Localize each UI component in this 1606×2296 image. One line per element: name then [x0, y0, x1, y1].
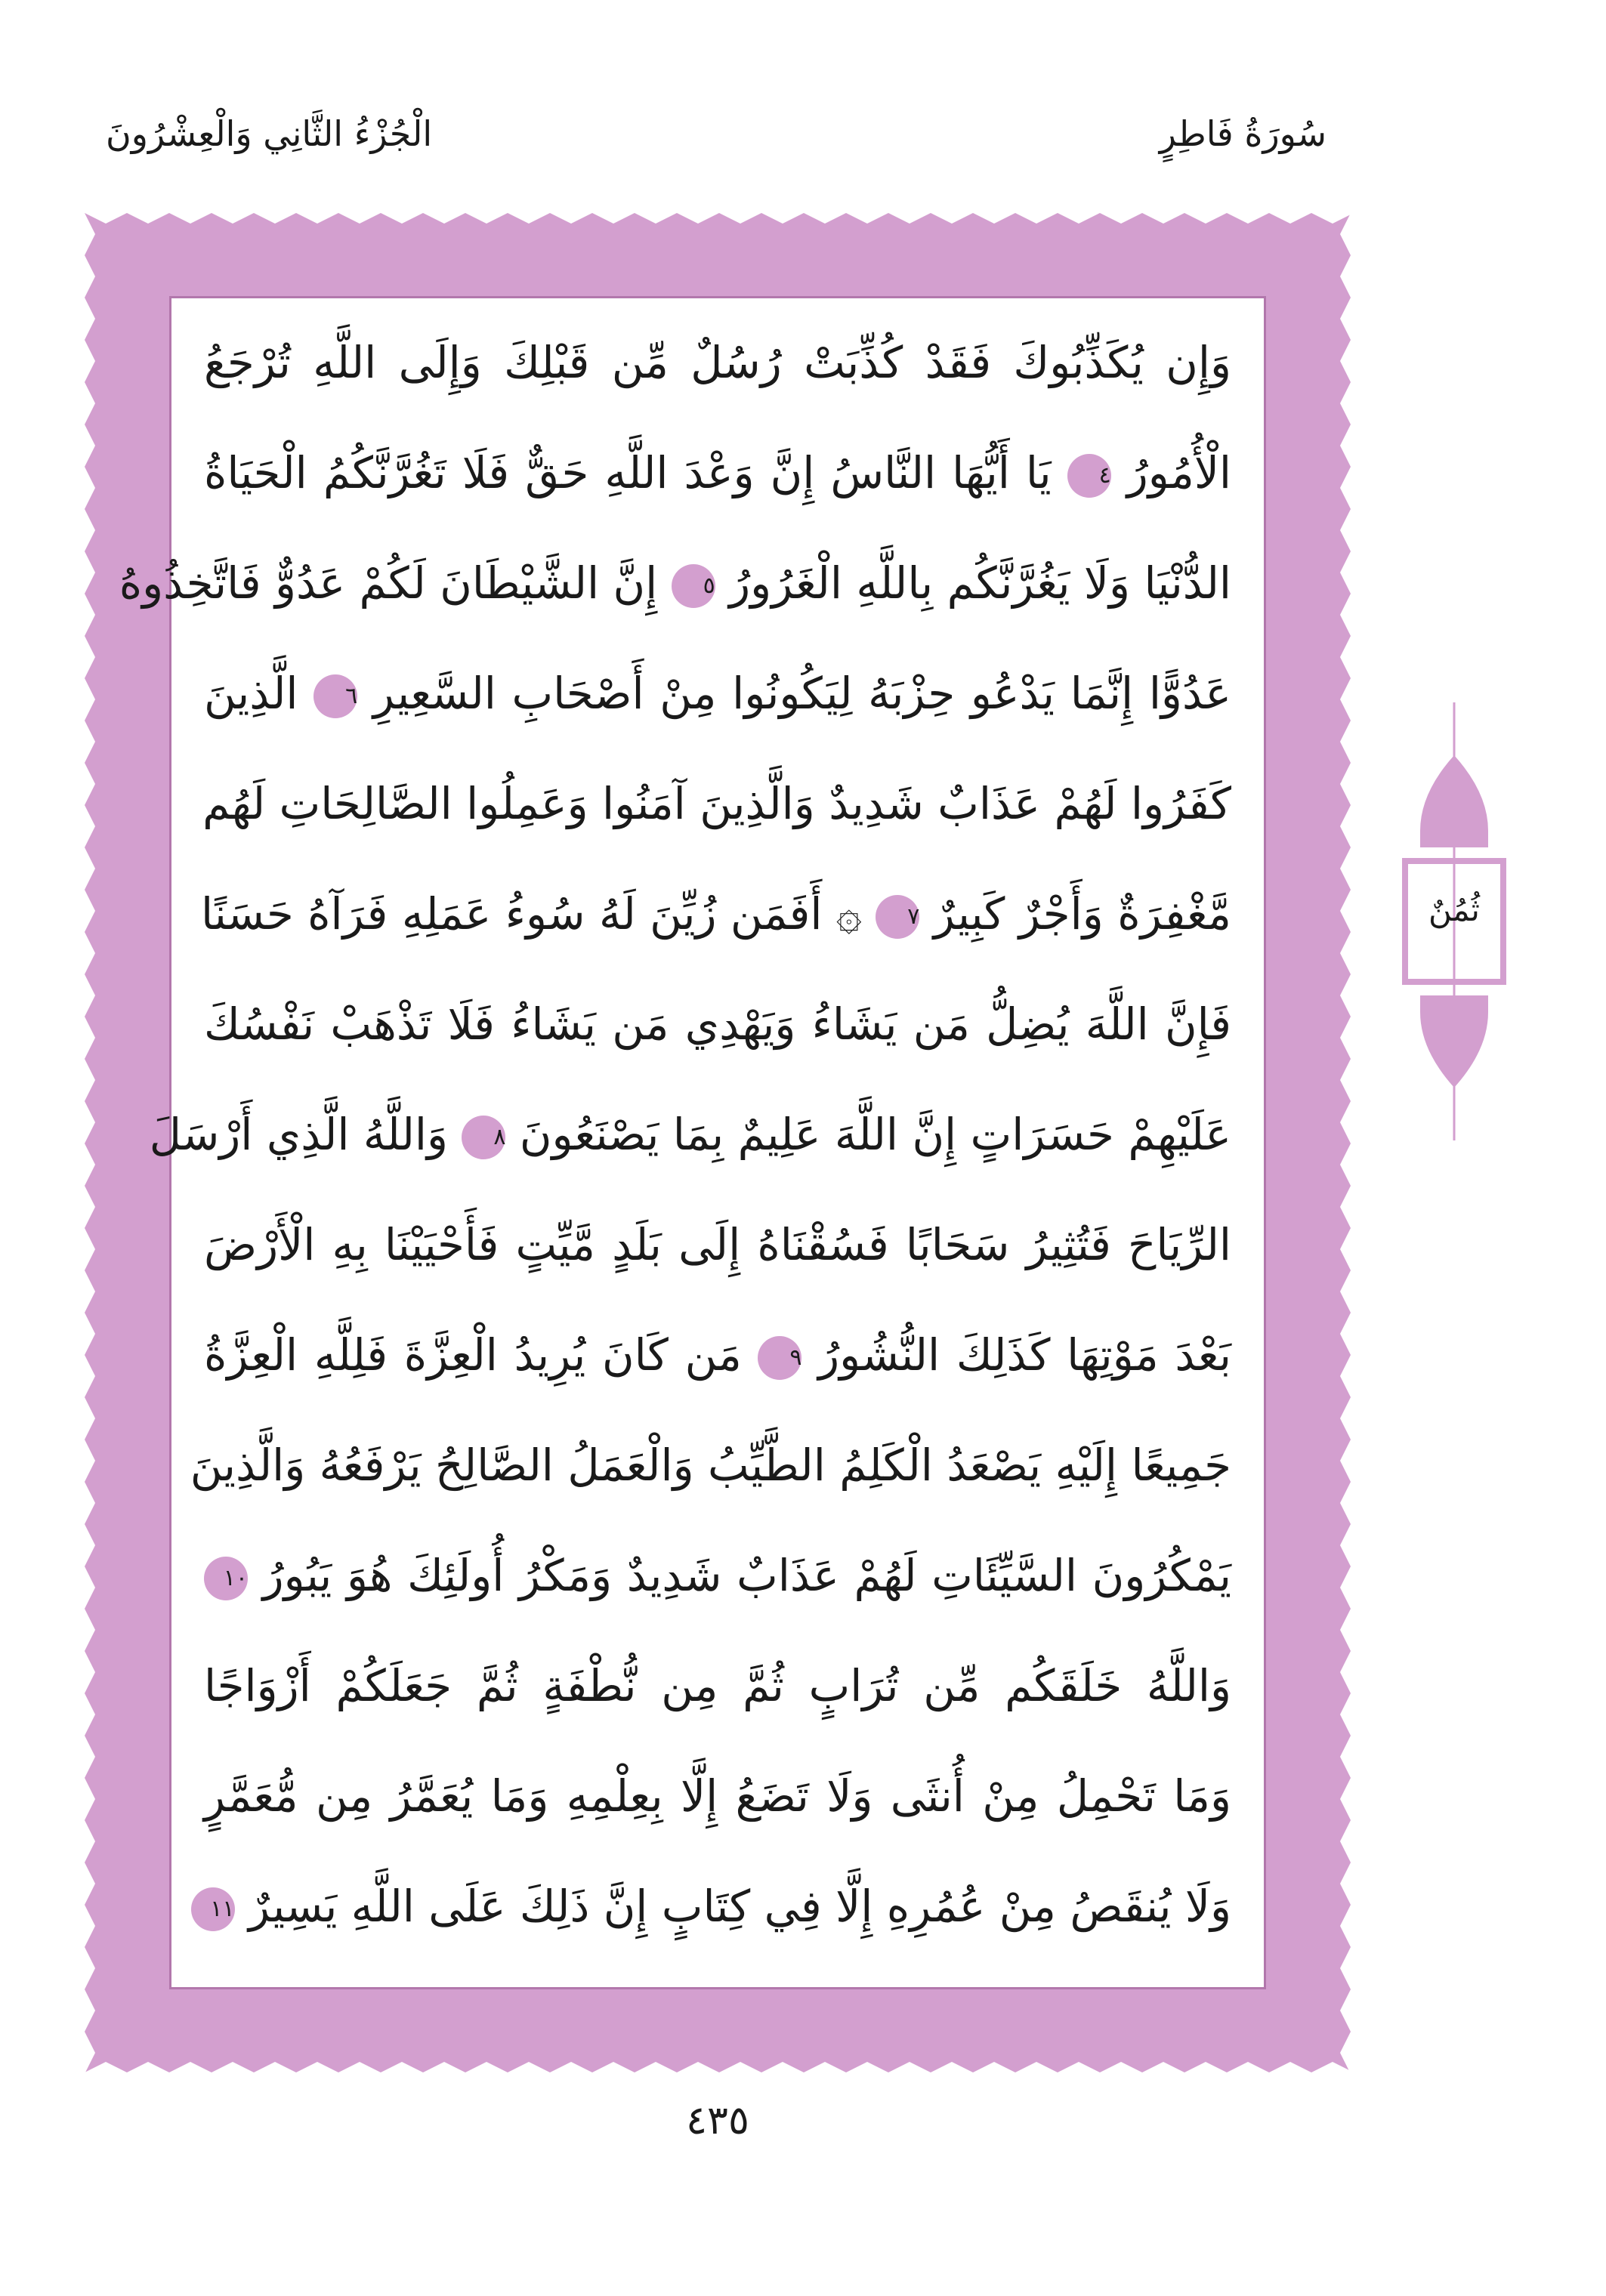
ayah-number-marker: ١١: [191, 1887, 235, 1931]
verse-line-9: [204, 1199, 1231, 1290]
ayah-number-marker: ٨: [462, 1116, 505, 1159]
verse-line-15: [204, 1861, 1231, 1952]
verse-text: مَّغْفِرَةٌ وَأَجْرٌ كَبِيرٌ: [933, 888, 1231, 940]
page-number: ٤٣٥: [686, 2098, 749, 2143]
margin-label: ثُمُنٌ: [1428, 891, 1480, 928]
verse-text: وَمَا تَحْمِلُ مِنْ أُنثَى وَلَا تَضَعُ إِلَّا بِعِلْمِهِ وَمَا يُعَمَّرُ مِن مُّعَمَّرٍ: [204, 1770, 1231, 1822]
verse-text: الدُّنْيَا وَلَا يَغُرَّنَّكُم بِاللَّهِ الْغَرُورُ: [729, 557, 1231, 609]
verse-text: الرِّيَاحَ فَتُثِيرُ سَحَابًا فَسُقْنَاهُ إِلَى بَلَدٍ مَّيِّتٍ فَأَحْيَيْنَا بِهِ الْأَرْضَ: [204, 1219, 1231, 1270]
verse-text: الَّذِينَ: [204, 668, 298, 719]
verse-line-10: [204, 1310, 1231, 1400]
verse-text: ۞ أَفَمَن زُيِّنَ لَهُ سُوءُ عَمَلِهِ فَرَآهُ حَسَنًا: [200, 888, 862, 940]
ayah-number-marker: ٧: [876, 895, 919, 939]
verse-text: جَمِيعًا إِلَيْهِ يَصْعَدُ الْكَلِمُ الطَّيِّبُ وَالْعَمَلُ الصَّالِحُ يَرْفَعُهُ وَالَّذِينَ: [190, 1440, 1231, 1491]
verse-text: مَن كَانَ يُرِيدُ الْعِزَّةَ فَلِلَّهِ الْعِزَّةُ: [204, 1329, 742, 1381]
ayah-number-marker: ١٠: [204, 1557, 248, 1600]
verse-text: كَفَرُوا لَهُمْ عَذَابٌ شَدِيدٌ وَالَّذِينَ آمَنُوا وَعَمِلُوا الصَّالِحَاتِ لَهُم: [202, 778, 1231, 829]
verse-text: وَاللَّهُ خَلَقَكُم مِّن تُرَابٍ ثُمَّ مِن نُّطْفَةٍ ثُمَّ جَعَلَكُمْ أَزْوَاجًا: [204, 1660, 1231, 1711]
verse-text: فَإِنَّ اللَّهَ يُضِلُّ مَن يَشَاءُ وَيَهْدِي مَن يَشَاءُ فَلَا تَذْهَبْ نَفْسُكَ: [204, 998, 1231, 1050]
ayah-number-marker: ٥: [672, 564, 715, 608]
verse-text: الْأُمُورُ: [1126, 447, 1232, 498]
verse-text: بَعْدَ مَوْتِهَا كَذَلِكَ النُّشُورُ: [818, 1329, 1231, 1381]
verse-line-8: [149, 1089, 1231, 1180]
verse-line-11: [190, 1420, 1231, 1511]
juz-name-header: الْجُزْءُ الثَّانِي وَالْعِشْرُونَ: [106, 113, 433, 154]
verse-text: وَاللَّهُ الَّذِي أَرْسَلَ: [149, 1109, 449, 1160]
surah-name-header: سُورَةُ فَاطِرٍ: [1159, 113, 1326, 154]
verse-line-14: [204, 1751, 1231, 1841]
verse-text-block: [119, 317, 1232, 1971]
verse-line-2: [204, 427, 1231, 518]
verse-line-5: [204, 758, 1231, 849]
verse-line-6: [200, 869, 1231, 959]
verse-text: عَدُوًّا إِنَّمَا يَدْعُو حِزْبَهُ لِيَكُونُوا مِنْ أَصْحَابِ السَّعِيرِ: [372, 668, 1231, 719]
verse-text: وَإِن يُكَذِّبُوكَ فَقَدْ كُذِّبَتْ رُسُلٌ مِّن قَبْلِكَ وَإِلَى اللَّهِ تُرْجَعُ: [204, 337, 1231, 388]
ayah-number-marker: ٤: [1067, 454, 1111, 498]
verse-line-1: [204, 317, 1231, 408]
ayah-number-marker: ٦: [313, 674, 357, 718]
verse-line-4: [204, 648, 1231, 739]
verse-text: وَلَا يُنقَصُ مِنْ عُمُرِهِ إِلَّا فِي كِتَابٍ إِنَّ ذَلِكَ عَلَى اللَّهِ يَسِيرٌ: [248, 1881, 1231, 1932]
verse-line-7: [204, 979, 1231, 1069]
verse-line-12: [204, 1530, 1231, 1621]
verse-text: عَلَيْهِمْ حَسَرَاتٍ إِنَّ اللَّهَ عَلِيمٌ بِمَا يَصْنَعُونَ: [519, 1109, 1231, 1160]
verse-line-3: [119, 538, 1231, 628]
verse-text: يَا أَيُّهَا النَّاسُ إِنَّ وَعْدَ اللَّهِ حَقٌّ فَلَا تَغُرَّنَّكُمُ الْحَيَاةُ: [204, 447, 1052, 498]
verse-line-13: [204, 1640, 1231, 1731]
verse-text: يَمْكُرُونَ السَّيِّئَاتِ لَهُمْ عَذَابٌ شَدِيدٌ وَمَكْرُ أُولَئِكَ هُوَ يَبُورُ: [262, 1550, 1231, 1601]
verse-text: إِنَّ الشَّيْطَانَ لَكُمْ عَدُوٌّ فَاتَّخِذُوهُ: [119, 557, 658, 609]
ayah-number-marker: ٩: [758, 1336, 801, 1380]
